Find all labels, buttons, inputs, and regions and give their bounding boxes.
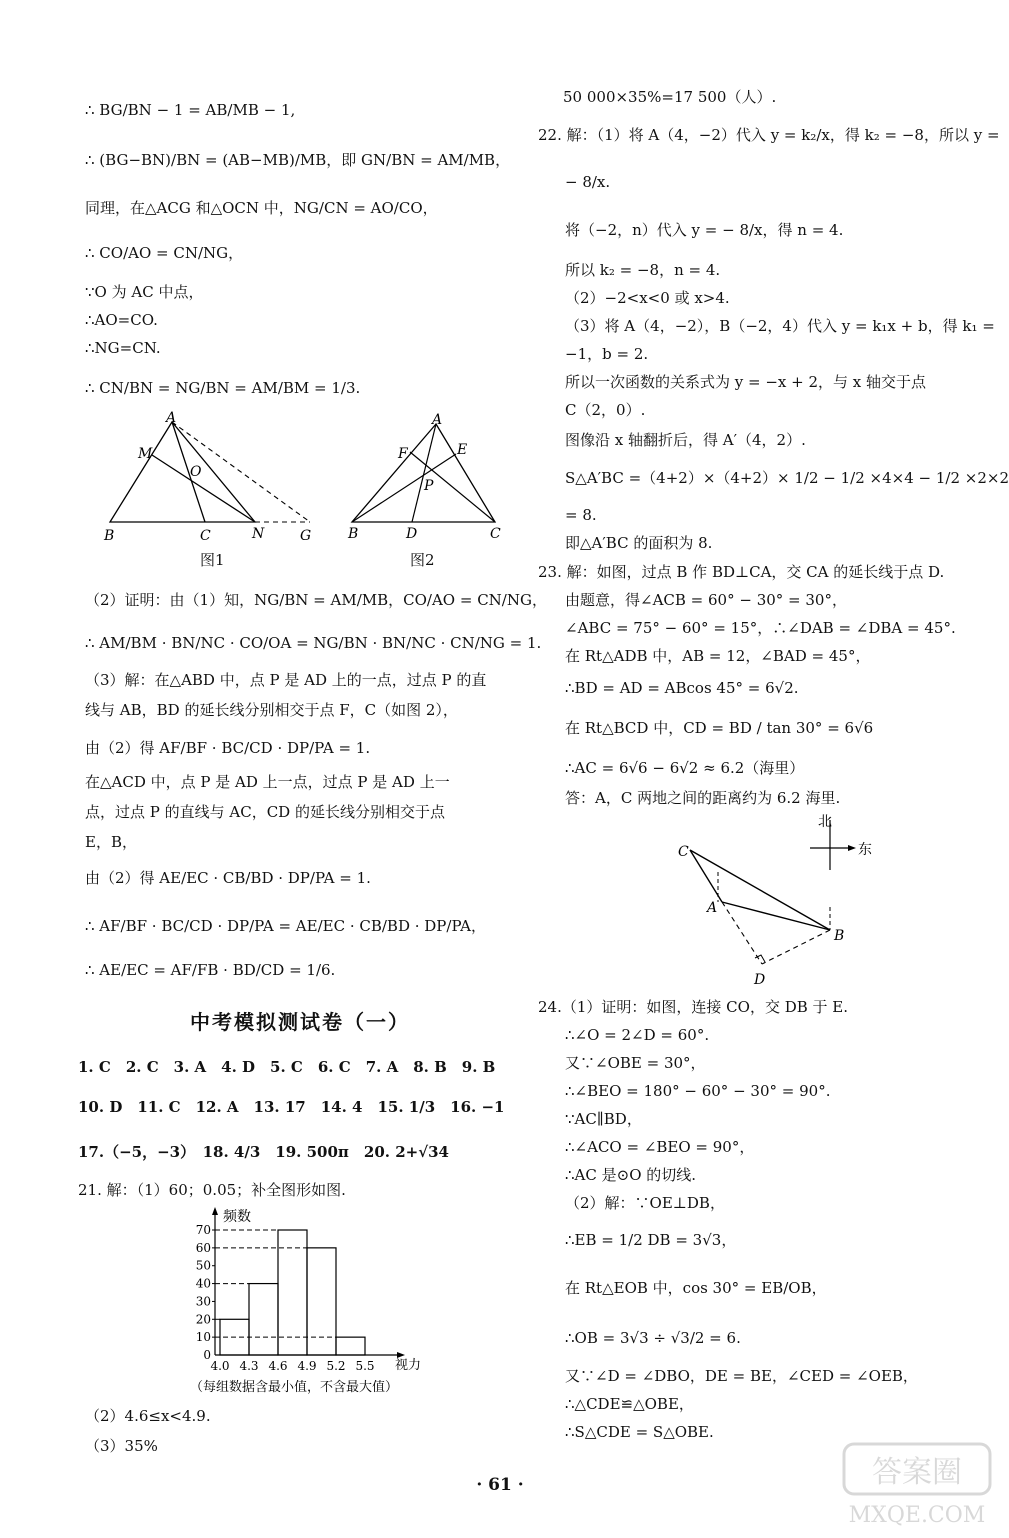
triangle-figure-2 — [340, 412, 510, 572]
histogram-bar — [278, 1230, 307, 1355]
solution-line: ∴EB = 1/2 DB = 3√3， — [565, 1231, 737, 1249]
solution-line: 所以一次函数的关系式为 y = −x + 2，与 x 轴交于点 — [565, 373, 927, 391]
answer-line: 17.（−5，−3） 18. 4/3 19. 500π 20. 2+√34 — [78, 1143, 449, 1161]
solution-line: ∴∠BEO = 180° − 60° − 30° = 90°. — [565, 1082, 831, 1100]
svg-text:C: C — [490, 526, 501, 542]
proof-line: 由（2）得 AF/BF · BC/CD · DP/PA = 1. — [85, 739, 371, 757]
y-tick-label: 0 — [203, 1348, 211, 1362]
solution-line: 22. 解：（1）将 A（4，−2）代入 y = k₂/x，得 k₂ = −8，所以 y = — [538, 126, 1000, 144]
proof-line: ∴ AF/BF · BC/CD · DP/PA = AE/EC · CB/BD · DP/PA， — [85, 917, 487, 935]
solution-line: ∴S△CDE = S△OBE. — [565, 1423, 714, 1441]
proof-line: （2）证明：由（1）知，NG/BN = AM/MB，CO/AO = CN/NG， — [85, 591, 547, 609]
proof-line: ∴ AE/EC = AF/FB · BD/CD = 1/6. — [85, 961, 336, 979]
proof-line: ∴ CO/AO = CN/NG， — [85, 244, 244, 262]
solution-line: = 8. — [565, 506, 597, 524]
figure-caption: 图2 — [410, 551, 435, 569]
solution-line: ∴∠ACO = ∠BEO = 90°， — [565, 1138, 755, 1156]
solution-line: ∴OB = 3√3 ÷ √3/2 = 6. — [565, 1329, 741, 1347]
triangle-figure-1 — [100, 412, 340, 572]
y-tick-label: 30 — [195, 1294, 211, 1309]
solution-line: ∴AC 是⊙O 的切线. — [565, 1166, 697, 1184]
svg-text:A: A — [707, 900, 718, 916]
svg-text:B: B — [834, 928, 845, 944]
solution-line: 又∵∠D = ∠DBO，DE = BE，∠CED = ∠OEB， — [565, 1367, 918, 1385]
solution-line: ∴BD = AD = ABcos 45° = 6√2. — [565, 679, 799, 697]
answer-line: （3）35% — [85, 1437, 158, 1455]
proof-line: ∴AO=CO. — [85, 311, 158, 329]
solution-line: S△A′BC =（4+2）×（4+2）× 1/2 − 1/2 ×4×4 − 1/2 ×2×2 — [565, 469, 1009, 487]
histogram-note: （每组数据含最小值，不含最大值） — [190, 1380, 399, 1395]
x-tick-label: 4.0 — [210, 1359, 230, 1373]
proof-line: 线与 AB，BD 的延长线分别相交于点 F，C（如图 2）， — [85, 701, 458, 719]
svg-text:G: G — [300, 528, 312, 544]
svg-text:MXQE.COM: MXQE.COM — [848, 1503, 986, 1528]
svg-text:M: M — [138, 446, 153, 462]
svg-text:D: D — [406, 526, 418, 542]
svg-text:B: B — [104, 528, 115, 544]
watermark-logo — [842, 1442, 992, 1528]
histogram-bar — [336, 1337, 365, 1355]
compass-east-label: 东 — [858, 842, 872, 858]
x-tick-label: 5.5 — [355, 1359, 375, 1373]
proof-line: ∴ CN/BN = NG/BN = AM/BM = 1/3. — [85, 379, 361, 397]
solution-line: ∠ABC = 75° − 60° = 15°，∴∠DAB = ∠DBA = 45°. — [565, 619, 956, 637]
solution-line: 又∵∠OBE = 30°， — [565, 1054, 706, 1072]
histogram-bar — [307, 1248, 336, 1355]
y-axis-label: 频数 — [223, 1209, 251, 1225]
y-axis-arrow — [212, 1207, 218, 1215]
svg-text:E: E — [457, 442, 468, 458]
page-number: · 61 · — [476, 1475, 524, 1495]
svg-text:B: B — [348, 526, 359, 542]
answer-line: （2）4.6≤x<4.9. — [85, 1407, 211, 1425]
proof-line: ∴NG=CN. — [85, 339, 161, 357]
solution-line: ∴∠O = 2∠D = 60°. — [565, 1026, 710, 1044]
proof-line: （3）解：在△ABD 中，点 P 是 AD 上的一点，过点 P 的直 — [85, 671, 487, 689]
solution-line: 50 000×35%=17 500（人）. — [563, 88, 777, 106]
svg-text:O: O — [190, 464, 202, 480]
y-tick-label: 10 — [195, 1330, 211, 1345]
svg-text:答案圈: 答案圈 — [872, 1455, 962, 1490]
x-tick-label: 5.2 — [326, 1359, 346, 1373]
svg-text:D: D — [754, 972, 766, 988]
proof-line: ∴ (BG−BN)/BN = (AB−MB)/MB，即 GN/BN = AM/MB， — [85, 151, 511, 169]
histogram-bar — [249, 1284, 278, 1355]
solution-line: 在 Rt△EOB 中，cos 30° = EB/OB， — [565, 1279, 827, 1297]
compass-north-label: 北 — [818, 814, 832, 830]
x-tick-label: 4.6 — [268, 1359, 288, 1373]
solution-line: 24.（1）证明：如图，连接 CO，交 DB 于 E. — [538, 998, 849, 1016]
proof-line: E，B， — [85, 833, 137, 851]
svg-text:C: C — [200, 528, 211, 544]
figure-caption: 图1 — [200, 551, 225, 569]
solution-line: 即△A′BC 的面积为 8. — [565, 534, 713, 552]
solution-line: 答：A，C 两地之间的距离约为 6.2 海里. — [565, 789, 841, 807]
solution-line: （3）将 A（4，−2），B（−2，4）代入 y = k₁x + b，得 k₁ = — [565, 317, 995, 335]
navigation-figure — [670, 812, 870, 992]
solution-line: 所以 k₂ = −8，n = 4. — [565, 261, 721, 279]
svg-text:A: A — [166, 410, 177, 426]
y-tick-label: 20 — [195, 1312, 211, 1327]
solution-line: C（2，0）. — [565, 401, 646, 419]
solution-line: ∴AC = 6√6 − 6√2 ≈ 6.2（海里） — [565, 759, 805, 777]
solution-line: 23. 解：如图，过点 B 作 BD⊥CA，交 CA 的延长线于点 D. — [538, 563, 945, 581]
proof-line: 同理，在△ACG 和△OCN 中，NG/CN = AO/CO， — [85, 199, 438, 217]
x-tick-label: 4.3 — [239, 1359, 259, 1373]
solution-line: 在 Rt△ADB 中，AB = 12，∠BAD = 45°， — [565, 647, 871, 665]
proof-line: 在△ACD 中，点 P 是 AD 上一点，过点 P 是 AD 上一 — [85, 773, 450, 791]
solution-line: −1，b = 2. — [565, 345, 649, 363]
y-tick-label: 50 — [195, 1258, 211, 1273]
x-axis-label: 视力 — [395, 1358, 422, 1373]
y-tick-label: 40 — [195, 1276, 211, 1291]
answer-line: 21. 解：（1）60；0.05；补全图形如图. — [78, 1181, 346, 1199]
answer-line: 10. D 11. C 12. A 13. 17 14. 4 15. 1/3 16. −1 — [78, 1098, 505, 1116]
svg-text:A: A — [432, 412, 443, 428]
solution-line: − 8/x. — [565, 173, 611, 191]
histogram-chart — [185, 1205, 515, 1405]
solution-line: ∴△CDE≌△OBE， — [565, 1395, 694, 1413]
svg-text:C: C — [678, 844, 689, 860]
proof-line: 点，过点 P 的直线与 AC，CD 的延长线分别相交于点 — [85, 803, 445, 821]
proof-line: 由（2）得 AE/EC · CB/BD · DP/PA = 1. — [85, 869, 371, 887]
solution-line: ∵AC∥BD， — [565, 1110, 642, 1128]
solution-line: 图像沿 x 轴翻折后，得 A′（4，2）. — [565, 431, 806, 449]
solution-line: 在 Rt△BCD 中，CD = BD / tan 30° = 6√6 — [565, 719, 874, 737]
solution-line: （2）解：∵OE⊥DB， — [565, 1194, 725, 1212]
x-tick-label: 4.9 — [297, 1359, 317, 1373]
proof-line: ∴ BG/BN − 1 = AB/MB − 1, — [85, 101, 296, 119]
proof-line: ∵O 为 AC 中点， — [85, 283, 204, 301]
y-tick-label: 60 — [195, 1240, 211, 1255]
proof-line: ∴ AM/BM · BN/NC · CO/OA = NG/BN · BN/NC · CN/NG = 1. — [85, 634, 542, 652]
solution-line: 将（−2，n）代入 y = − 8/x，得 n = 4. — [565, 221, 844, 239]
svg-text:F: F — [398, 446, 408, 462]
answer-line: 1. C 2. C 3. A 4. D 5. C 6. C 7. A 8. B 9. B — [78, 1058, 496, 1076]
svg-text:P: P — [424, 478, 434, 494]
y-tick-label: 70 — [195, 1223, 211, 1237]
section-title: 中考模拟测试卷（一） — [190, 1010, 410, 1034]
solution-line: （2）−2<x<0 或 x>4. — [565, 289, 730, 307]
svg-text:N: N — [252, 526, 265, 542]
solution-line: 由题意，得∠ACB = 60° − 30° = 30°， — [565, 591, 847, 609]
